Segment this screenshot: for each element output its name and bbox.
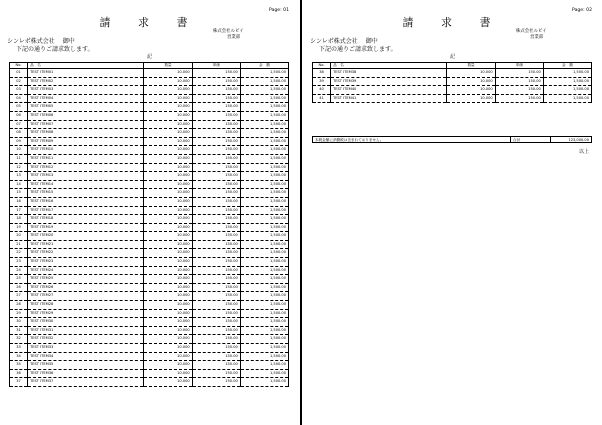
row-name: TEST ITEM07 (28, 120, 144, 129)
table-row (10, 258, 289, 267)
row-no: 08 (10, 129, 28, 138)
customer-suffix: 御中 (62, 38, 75, 45)
row-name: TEST ITEM06 (28, 111, 144, 120)
row-price: 150.00 (192, 77, 240, 86)
row-price: 150.00 (495, 86, 543, 95)
row-name: TEST ITEM04 (28, 94, 144, 103)
row-no: 30 (10, 318, 28, 327)
row-price: 150.00 (192, 258, 240, 267)
row-amount: 1,500.00 (240, 318, 288, 327)
row-qty: 10.000 (144, 137, 192, 146)
row-no: 15 (10, 189, 28, 198)
col-price: 単価 (192, 63, 240, 69)
row-price: 150.00 (192, 283, 240, 292)
row-name: TEST ITEM13 (28, 172, 144, 181)
table-row (10, 146, 289, 155)
row-qty: 10.000 (144, 180, 192, 189)
row-price: 150.00 (192, 309, 240, 318)
row-price: 150.00 (192, 206, 240, 215)
row-name: TEST ITEM40 (331, 86, 447, 95)
page-separator (300, 0, 302, 425)
row-amount: 1,500.00 (240, 223, 288, 232)
row-price: 150.00 (192, 172, 240, 181)
table-row (10, 309, 289, 318)
row-no: 37 (10, 378, 28, 387)
row-price: 150.00 (192, 378, 240, 387)
table-row (10, 378, 289, 387)
row-amount: 1,500.00 (240, 275, 288, 284)
row-price: 150.00 (192, 301, 240, 310)
table-row (313, 86, 592, 95)
row-no: 27 (10, 292, 28, 301)
issuer-company: 株式会社ルビイ (516, 29, 547, 34)
row-qty: 10.000 (447, 94, 495, 103)
row-amount: 1,500.00 (240, 326, 288, 335)
row-name: TEST ITEM09 (28, 137, 144, 146)
row-name: TEST ITEM10 (28, 146, 144, 155)
ki-mark: 記 (146, 54, 152, 60)
row-name: TEST ITEM28 (28, 301, 144, 310)
row-qty: 10.000 (144, 189, 192, 198)
table-row (10, 283, 289, 292)
row-no: 04 (10, 94, 28, 103)
row-qty: 10.000 (144, 352, 192, 361)
row-price: 150.00 (192, 215, 240, 224)
row-qty: 10.000 (144, 77, 192, 86)
page-number: Page: 01 (269, 8, 289, 13)
row-price: 150.00 (192, 111, 240, 120)
row-name: TEST ITEM12 (28, 163, 144, 172)
row-no: 41 (313, 94, 331, 103)
row-qty: 10.000 (144, 94, 192, 103)
row-price: 150.00 (495, 94, 543, 103)
row-amount: 1,500.00 (240, 111, 288, 120)
row-price: 150.00 (192, 266, 240, 275)
row-price: 150.00 (192, 120, 240, 129)
issuer-block (516, 29, 547, 41)
row-price: 150.00 (192, 189, 240, 198)
table-row (10, 154, 289, 163)
row-price: 150.00 (192, 249, 240, 258)
row-no: 02 (10, 77, 28, 86)
row-price: 150.00 (495, 77, 543, 86)
row-name: TEST ITEM14 (28, 180, 144, 189)
row-name: TEST ITEM37 (28, 378, 144, 387)
row-qty: 10.000 (144, 206, 192, 215)
table-row (10, 275, 289, 284)
row-amount: 1,500.00 (240, 301, 288, 310)
row-qty: 10.000 (144, 283, 192, 292)
table-row (10, 344, 289, 353)
row-no: 03 (10, 86, 28, 95)
row-price: 150.00 (192, 232, 240, 241)
items-body (313, 69, 592, 103)
table-row (10, 206, 289, 215)
row-name: TEST ITEM24 (28, 266, 144, 275)
row-price: 150.00 (192, 180, 240, 189)
row-name: TEST ITEM03 (28, 86, 144, 95)
row-no: 17 (10, 206, 28, 215)
row-name: TEST ITEM27 (28, 292, 144, 301)
row-amount: 1,500.00 (240, 352, 288, 361)
invoice-page-2 (303, 0, 602, 425)
row-price: 150.00 (192, 335, 240, 344)
ijo-mark: 以上 (579, 149, 590, 155)
row-amount: 1,500.00 (240, 215, 288, 224)
row-name: TEST ITEM31 (28, 326, 144, 335)
col-name: 品 名 (331, 63, 447, 69)
row-amount: 1,500.00 (240, 309, 288, 318)
row-qty: 10.000 (144, 275, 192, 284)
row-name: TEST ITEM32 (28, 335, 144, 344)
lead-text: 下記の通りご請求致します。 (16, 46, 94, 53)
row-no: 01 (10, 69, 28, 78)
table-row (10, 77, 289, 86)
row-no: 14 (10, 180, 28, 189)
table-row (10, 120, 289, 129)
row-price: 150.00 (192, 275, 240, 284)
row-qty: 10.000 (144, 326, 192, 335)
table-row (10, 215, 289, 224)
table-row (10, 369, 289, 378)
col-qty: 数量 (447, 63, 495, 69)
row-name: TEST ITEM20 (28, 232, 144, 241)
row-price: 150.00 (192, 137, 240, 146)
row-amount: 1,500.00 (240, 197, 288, 206)
row-no: 25 (10, 275, 28, 284)
table-row (10, 352, 289, 361)
items-body (10, 69, 289, 387)
row-qty: 10.000 (144, 86, 192, 95)
issuer-company: 株式会社ルビイ (213, 29, 244, 34)
row-qty: 10.000 (447, 86, 495, 95)
col-qty: 数量 (144, 63, 192, 69)
customer-company: シンレポ株式会社 (310, 38, 358, 45)
row-price: 150.00 (192, 352, 240, 361)
row-qty: 10.000 (144, 111, 192, 120)
row-amount: 1,500.00 (240, 249, 288, 258)
table-row (10, 69, 289, 78)
row-price: 150.00 (192, 103, 240, 112)
row-qty: 10.000 (144, 232, 192, 241)
row-no: 28 (10, 301, 28, 310)
row-amount: 1,500.00 (240, 86, 288, 95)
row-no: 16 (10, 197, 28, 206)
row-no: 09 (10, 137, 28, 146)
row-amount: 1,500.00 (240, 335, 288, 344)
row-no: 13 (10, 172, 28, 181)
row-name: TEST ITEM16 (28, 197, 144, 206)
row-qty: 10.000 (144, 266, 192, 275)
row-qty: 10.000 (144, 103, 192, 112)
table-row (10, 361, 289, 370)
row-qty: 10.000 (447, 69, 495, 78)
row-qty: 10.000 (144, 249, 192, 258)
row-amount: 1,500.00 (543, 94, 591, 103)
row-name: TEST ITEM22 (28, 249, 144, 258)
table-row (10, 180, 289, 189)
row-name: TEST ITEM29 (28, 309, 144, 318)
row-name: TEST ITEM25 (28, 275, 144, 284)
row-no: 20 (10, 232, 28, 241)
row-price: 150.00 (192, 326, 240, 335)
table-row (313, 94, 592, 103)
total-value: 123,000.00 (551, 136, 592, 143)
row-no: 12 (10, 163, 28, 172)
row-amount: 1,500.00 (240, 154, 288, 163)
row-qty: 10.000 (144, 378, 192, 387)
row-no: 22 (10, 249, 28, 258)
customer-company: シンレポ株式会社 (7, 38, 55, 45)
table-row (10, 223, 289, 232)
row-no: 24 (10, 266, 28, 275)
page-number: Page: 02 (572, 8, 592, 13)
table-row (10, 249, 289, 258)
row-name: TEST ITEM11 (28, 154, 144, 163)
row-name: TEST ITEM26 (28, 283, 144, 292)
row-qty: 10.000 (144, 129, 192, 138)
row-name: TEST ITEM02 (28, 77, 144, 86)
row-price: 150.00 (192, 369, 240, 378)
row-amount: 1,500.00 (240, 361, 288, 370)
row-amount: 1,500.00 (240, 232, 288, 241)
row-name: TEST ITEM39 (331, 77, 447, 86)
row-qty: 10.000 (144, 318, 192, 327)
row-amount: 1,500.00 (240, 163, 288, 172)
row-no: 23 (10, 258, 28, 267)
total-label: 合計 (511, 136, 551, 143)
row-no: 11 (10, 154, 28, 163)
table-row (10, 335, 289, 344)
row-qty: 10.000 (144, 240, 192, 249)
row-amount: 1,500.00 (240, 103, 288, 112)
row-amount: 1,500.00 (240, 292, 288, 301)
table-row (10, 86, 289, 95)
row-qty: 10.000 (144, 172, 192, 181)
row-amount: 1,500.00 (240, 69, 288, 78)
row-amount: 1,500.00 (543, 77, 591, 86)
table-row (10, 103, 289, 112)
table-row (313, 77, 592, 86)
row-no: 21 (10, 240, 28, 249)
row-name: TEST ITEM30 (28, 318, 144, 327)
row-qty: 10.000 (144, 215, 192, 224)
row-amount: 1,500.00 (240, 283, 288, 292)
lead-text: 下記の通りご請求致します。 (319, 46, 397, 53)
row-no: 32 (10, 335, 28, 344)
row-amount: 1,500.00 (240, 120, 288, 129)
row-no: 07 (10, 120, 28, 129)
row-no: 39 (313, 77, 331, 86)
row-price: 150.00 (192, 129, 240, 138)
row-name: TEST ITEM15 (28, 189, 144, 198)
row-name: TEST ITEM17 (28, 206, 144, 215)
row-amount: 1,500.00 (543, 86, 591, 95)
row-name: TEST ITEM38 (331, 69, 447, 78)
row-amount: 1,500.00 (240, 146, 288, 155)
table-row (10, 197, 289, 206)
table-row (10, 137, 289, 146)
row-no: 18 (10, 215, 28, 224)
row-price: 150.00 (192, 344, 240, 353)
row-price: 150.00 (192, 163, 240, 172)
row-amount: 1,500.00 (240, 180, 288, 189)
row-name: TEST ITEM21 (28, 240, 144, 249)
table-row (313, 69, 592, 78)
row-amount: 1,500.00 (240, 266, 288, 275)
row-qty: 10.000 (447, 77, 495, 86)
row-price: 150.00 (192, 146, 240, 155)
row-amount: 1,500.00 (240, 189, 288, 198)
row-name: TEST ITEM34 (28, 352, 144, 361)
issuer-dept: 営業部 (530, 35, 544, 40)
row-amount: 1,500.00 (240, 344, 288, 353)
table-row (10, 129, 289, 138)
row-qty: 10.000 (144, 163, 192, 172)
row-no: 05 (10, 103, 28, 112)
row-no: 36 (10, 369, 28, 378)
row-name: TEST ITEM19 (28, 223, 144, 232)
row-qty: 10.000 (144, 258, 192, 267)
row-price: 150.00 (192, 361, 240, 370)
items-table (9, 62, 289, 387)
ki-mark: 記 (449, 54, 455, 60)
table-row (10, 301, 289, 310)
col-no: No. (313, 63, 331, 69)
issuer-dept: 営業部 (227, 35, 241, 40)
table-row (10, 292, 289, 301)
row-no: 33 (10, 344, 28, 353)
row-price: 150.00 (192, 197, 240, 206)
row-name: TEST ITEM33 (28, 344, 144, 353)
issuer-block (213, 29, 244, 41)
row-price: 150.00 (192, 86, 240, 95)
table-row (10, 94, 289, 103)
row-qty: 10.000 (144, 344, 192, 353)
row-no: 06 (10, 111, 28, 120)
row-amount: 1,500.00 (240, 258, 288, 267)
row-no: 38 (313, 69, 331, 78)
row-name: TEST ITEM01 (28, 69, 144, 78)
col-no: No. (10, 63, 28, 69)
row-no: 29 (10, 309, 28, 318)
row-amount: 1,500.00 (240, 137, 288, 146)
col-amount: 金 額 (240, 63, 288, 69)
row-no: 10 (10, 146, 28, 155)
row-price: 150.00 (192, 94, 240, 103)
row-amount: 1,500.00 (240, 378, 288, 387)
row-amount: 1,500.00 (240, 240, 288, 249)
row-qty: 10.000 (144, 154, 192, 163)
row-name: TEST ITEM41 (331, 94, 447, 103)
row-name: TEST ITEM36 (28, 369, 144, 378)
row-name: TEST ITEM35 (28, 361, 144, 370)
row-amount: 1,500.00 (240, 129, 288, 138)
table-row (10, 163, 289, 172)
row-qty: 10.000 (144, 146, 192, 155)
row-qty: 10.000 (144, 69, 192, 78)
table-row (10, 172, 289, 181)
row-amount: 1,500.00 (543, 69, 591, 78)
row-name: TEST ITEM23 (28, 258, 144, 267)
row-qty: 10.000 (144, 361, 192, 370)
table-row (10, 326, 289, 335)
row-price: 150.00 (495, 69, 543, 78)
row-amount: 1,500.00 (240, 94, 288, 103)
row-no: 35 (10, 361, 28, 370)
row-price: 150.00 (192, 318, 240, 327)
row-price: 150.00 (192, 240, 240, 249)
row-price: 150.00 (192, 154, 240, 163)
table-row (10, 232, 289, 241)
table-row (10, 266, 289, 275)
row-no: 26 (10, 283, 28, 292)
table-row (10, 111, 289, 120)
table-row (10, 189, 289, 198)
row-no: 31 (10, 326, 28, 335)
items-table (312, 62, 592, 103)
row-no: 19 (10, 223, 28, 232)
row-qty: 10.000 (144, 292, 192, 301)
row-qty: 10.000 (144, 301, 192, 310)
row-qty: 10.000 (144, 309, 192, 318)
row-qty: 10.000 (144, 223, 192, 232)
row-qty: 10.000 (144, 369, 192, 378)
row-name: TEST ITEM08 (28, 129, 144, 138)
col-amount: 金 額 (543, 63, 591, 69)
row-qty: 10.000 (144, 120, 192, 129)
row-no: 34 (10, 352, 28, 361)
table-row (10, 240, 289, 249)
row-price: 150.00 (192, 292, 240, 301)
col-name: 品 名 (28, 63, 144, 69)
invoice-page-1 (0, 0, 299, 425)
row-amount: 1,500.00 (240, 369, 288, 378)
row-name: TEST ITEM05 (28, 103, 144, 112)
col-price: 単価 (495, 63, 543, 69)
row-qty: 10.000 (144, 335, 192, 344)
table-row (10, 318, 289, 327)
row-amount: 1,500.00 (240, 172, 288, 181)
document-title: 請 求 書 (402, 16, 503, 29)
customer-suffix: 御中 (365, 38, 378, 45)
row-price: 150.00 (192, 223, 240, 232)
tax-note: 本税金額に消費税は含まれておりません。 (312, 136, 511, 143)
row-amount: 1,500.00 (240, 77, 288, 86)
row-no: 40 (313, 86, 331, 95)
row-amount: 1,500.00 (240, 206, 288, 215)
row-name: TEST ITEM18 (28, 215, 144, 224)
row-qty: 10.000 (144, 197, 192, 206)
row-price: 150.00 (192, 69, 240, 78)
document-title: 請 求 書 (99, 16, 200, 29)
